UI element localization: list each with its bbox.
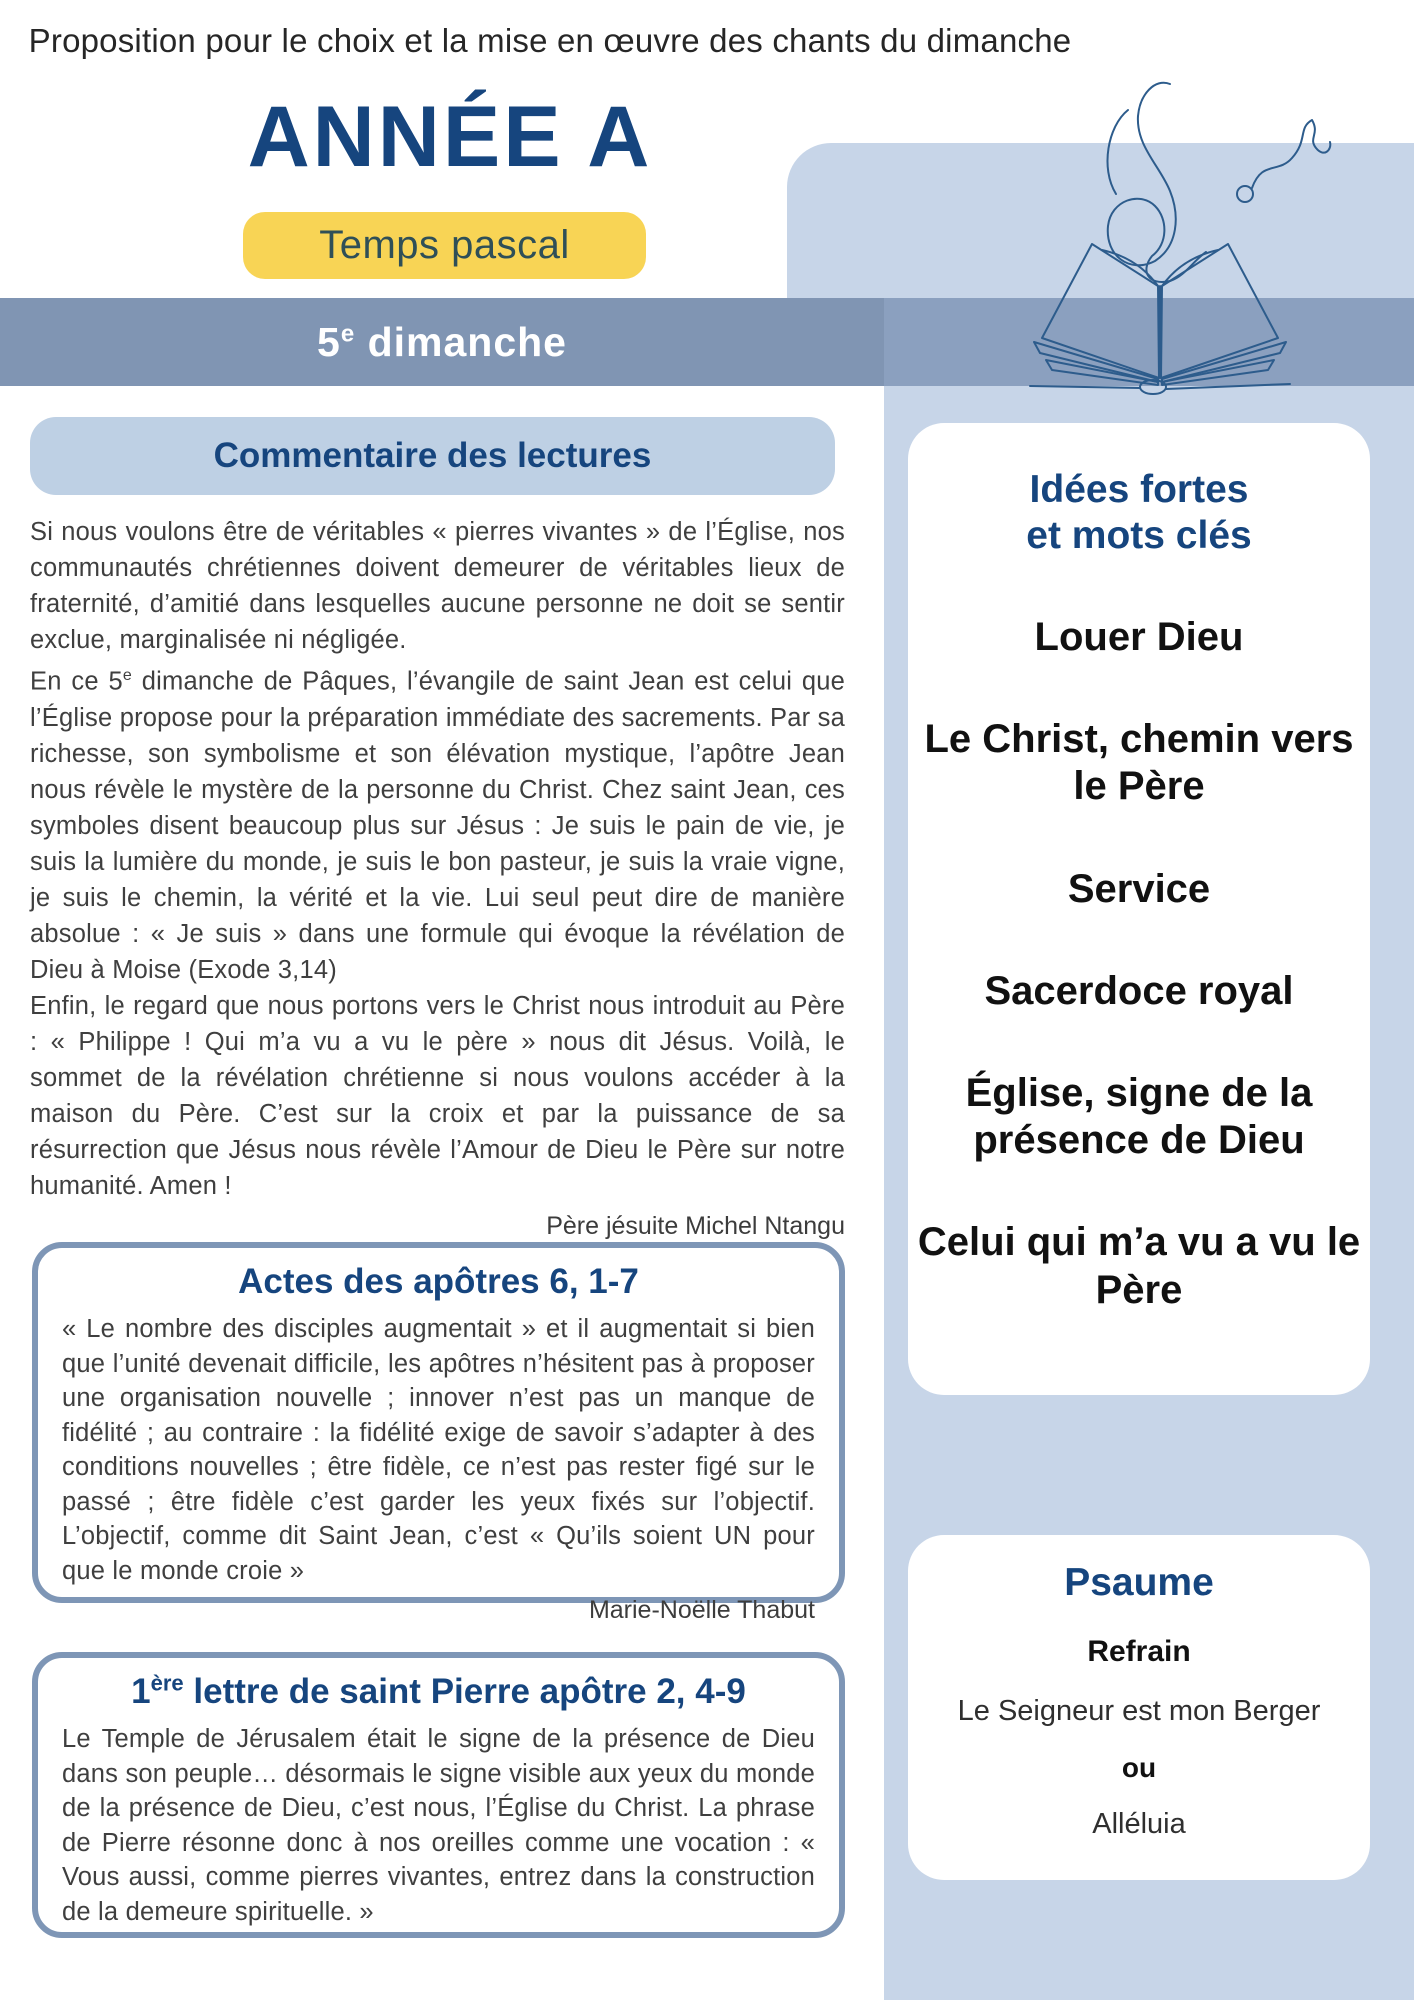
year-title: ANNÉE A — [247, 89, 653, 185]
psaume-alleluia: Alléluia — [1092, 1808, 1186, 1840]
psaume-or-label: ou — [1121, 1752, 1157, 1783]
key-ideas-card — [908, 423, 1370, 1395]
season-badge — [243, 212, 646, 279]
commentary-paragraph-2: En ce 5e dimanche de Pâques, l’évangile de saint Jean est celui que l’Église propose pour la préparation immédiate des sacrements. Par sa richesse, son symbolisme et son élévation mystique, l’apôtre Jean nous révèle le mystère de la personne du Christ. Chez saint Jean, ces symboles disent beaucoup plus sur Jésus : Je suis le pain de vie, je suis la lumière du monde, je suis le bon pasteur, je suis la vraie vigne, je suis le chemin, la vérité et la vie. Lui seul peut dire de manière absolue : « Je suis » dans une formule qui évoque la révélation de Dieu à Moise (Exode 3,14) — [30, 667, 846, 984]
key-ideas-title: Idées fortes et mots clés — [1026, 468, 1252, 558]
commentary-paragraph-3: Enfin, le regard que nous portons vers le Christ nous introduit au Père : « Philippe ! Qui m’a vu a vu le père » nous dit Jésus. Voilà, le sommet de la révélation chrétienne si nous voulons accéder à la maison du Père. C’est sur la croix et par la puissance de sa résurrection que Jésus nous révèle l’Amour de Dieu le Père sur notre humanité. Amen ! — [30, 991, 845, 1200]
reading-box-actes — [32, 1242, 845, 1624]
season-badge-label: Temps pascal — [319, 223, 570, 267]
document-title: Proposition pour le choix et la mise en œuvre des chants du dimanche — [28, 22, 1072, 59]
reading-pierre-body: Le Temple de Jérusalem était le signe de la présence de Dieu dans son peuple… désormais le signe visible aux yeux du monde de la présence de Dieu, c’est nous, l’Église du Christ. La phrase de Pierre résonne donc à nos oreilles comme une vocation : « Vous aussi, comme pierres vivantes, entrez dans la construction de la demeure spirituelle. » — [62, 1725, 815, 1926]
main-column — [30, 417, 845, 1241]
key-idea-item: Louer Dieu — [1034, 615, 1244, 660]
psaume-refrain-label: Refrain — [1087, 1635, 1191, 1668]
reading-actes-attribution: Marie-Noëlle Thabut — [588, 1596, 815, 1624]
key-idea-item: Service — [1067, 866, 1211, 911]
reading-actes-body: « Le nombre des disciples augmentait » et il augmentait si bien que l’unité devenait difficile, les apôtres n’hésitent pas à proposer une organisation nouvelle ; innover n’est pas un manque de fidélité ; au contraire : la fidélité exige de savoir s’adapter à des conditions nouvelles ; être fidèle, ce n’est pas rester figé sur le passé ; être fidèle c’est garder les yeux fixés sur l’objectif. L’objectif, comme dit Saint Jean, c’est « Qu’ils soient UN pour que le monde croie » — [62, 1315, 815, 1585]
sunday-banner-label: 5e dimanche — [317, 318, 567, 365]
commentary-paragraph-1: Si nous voulons être de véritables « pierres vivantes » de l’Église, nos communautés chrétiennes doivent demeurer de véritables lieux de fraternité, d’amitié dans lesquelles aucune personne ne doit se sentir exclue, marginalisée ni négligée. — [30, 518, 845, 654]
key-idea-item: Le Christ, chemin vers le Père — [924, 717, 1354, 809]
commentary-body — [30, 514, 845, 1204]
commentary-header: Commentaire des lectures — [30, 417, 835, 495]
reading-box-pierre — [32, 1652, 845, 1938]
psaume-title: Psaume — [1064, 1561, 1214, 1604]
key-idea-item: Sacerdoce royal — [984, 968, 1294, 1013]
reading-pierre-title: 1ère lettre de saint Pierre apôtre 2, 4-9 — [131, 1670, 746, 1711]
reading-actes-title: Actes des apôtres 6, 1-7 — [238, 1262, 639, 1301]
book-music-illustration — [1020, 76, 1340, 398]
key-idea-item: Celui qui m’a vu a vu le Père — [917, 1220, 1361, 1312]
psaume-refrain-text: Le Seigneur est mon Berger — [957, 1695, 1321, 1727]
key-idea-item: Église, signe de la présence de Dieu — [965, 1070, 1313, 1163]
psaume-card — [908, 1535, 1370, 1880]
commentary-attribution: Père jésuite Michel Ntangu — [546, 1211, 845, 1240]
